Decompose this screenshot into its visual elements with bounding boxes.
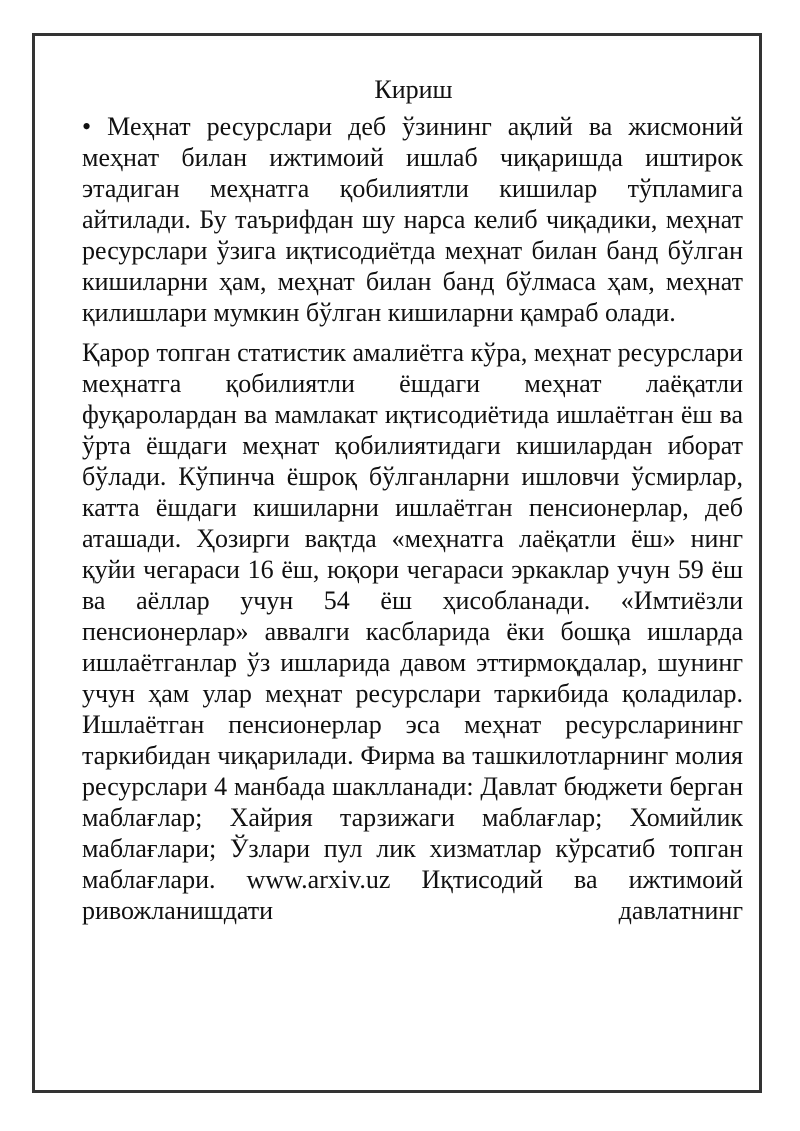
paragraph-statistical-practice: Қарор топган статистик амалиётга кўра, меҳнат ресурслари меҳнатга қобилиятли ёшдаги меҳнат лаёқатли фуқаролардан ва мамлакат иқтисодиётида ишлаётган ёш ва ўрта ёшдаги меҳнат қобилиятидаги кишилардан иборат бўлади. Кўпинча ёшроқ бўлганларни ишловчи ўсмирлар, катта ёшдаги кишиларни ишлаётган пенсионерлар, деб аташади. Ҳозирги вақтда «меҳнатга лаёқатли ёш» нинг қуйи чегараси 16 ёш, юқори чегараси эркаклар учун 59 ёш ва аёллар учун 54 ёш ҳисобланади. «Имтиёзли пенсионерлар» аввалги касбларида ёки бошқа ишларда ишлаётганлар ўз ишларида давом эттирмоқдалар, шунинг учун ҳам улар меҳнат ресурслари таркибида қоладилар. Ишлаётган пенсионерлар эса меҳнат ресурсларининг таркибидан чиқарилади. Фирма ва ташкилотларнинг молия ресурслари 4 манбада шаклланади: Давлат бюджети берган маблағлар; Хайрия тарзижаги маблағлар; Хомийлик маблағлари; Ўзлари пул лик хизматлар кўрсатиб топган маблағлари. www.arxiv.uz Иқтисодий ва ижтимоий ривожланишдати давлатнинг: [82, 338, 743, 925]
paragraph-labor-resources-definition: • Меҳнат ресурслари деб ўзининг ақлий ва жисмоний меҳнат билан ижтимоий ишлаб чиқаришда иштирок этадиган меҳнатга қобилиятли кишилар тўпламига айтилади. Бу таърифдан шу нарса келиб чиқадики, меҳнат ресурслари ўзига иқтисодиётда меҳнат билан банд бўлган кишиларни ҳам, меҳнат билан банд бўлмаса ҳам, меҳнат қилишлари мумкин бўлган кишиларни қамраб олади.: [82, 112, 743, 327]
document-title: Кириш: [374, 75, 453, 104]
document-body: [82, 74, 743, 926]
